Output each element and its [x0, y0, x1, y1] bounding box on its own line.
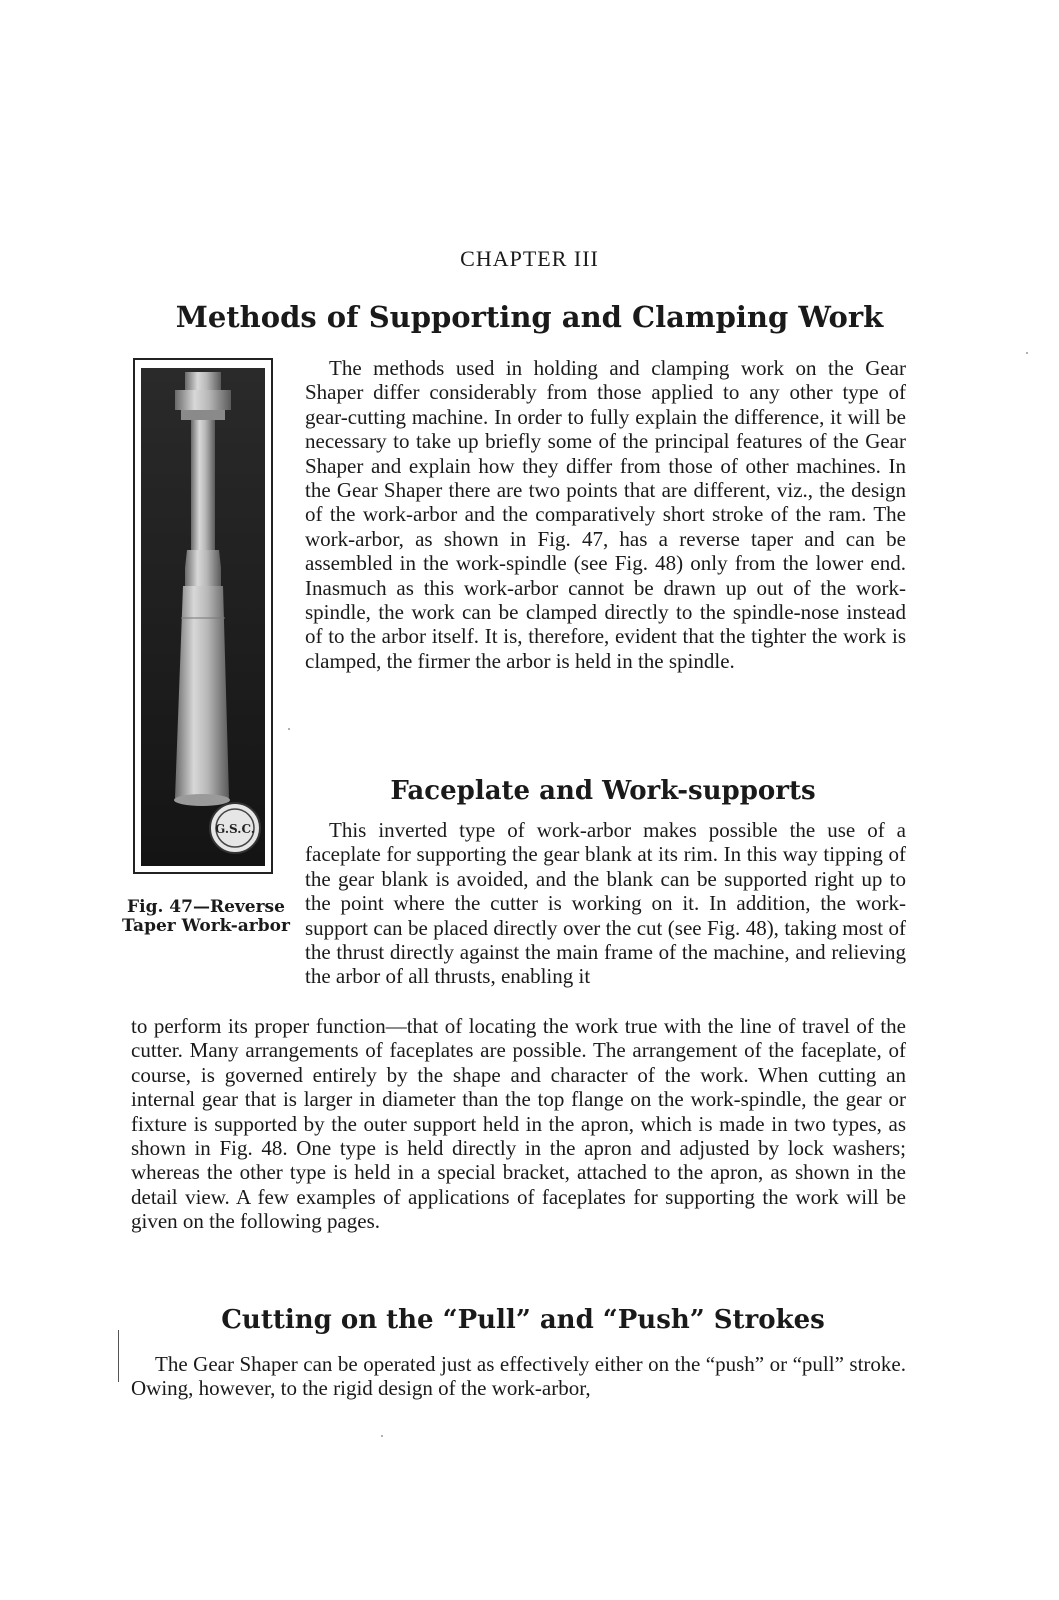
intro-text: The methods used in holding and clamping work on the Gear Shaper differ considerably from those applied to any other type of gear-cutting machine. In order to fully explain the difference, it will be necessary to take up briefly some of the principal features of the Gear Shaper and explain how they differ from those of other machines. In the Gear Shaper there are two points that are different, viz., the design of the work-arbor and the comparatively short stroke of the ram. The work-arbor, as shown in Fig. 47, has a reverse taper and can be assembled in the work-spindle (see Fig. 48) only from the lower end. Inasmuch as this work-arbor cannot be drawn up out of the work-spindle, the work can be clamped directly to the spindle-nose instead of to the arbor itself. It is, therefore, evident that the tighter the work is clamped, the firmer the arbor is held in the spindle. — [305, 356, 906, 673]
work-arbor-illustration — [141, 368, 265, 866]
faceplate-paragraph-full — [131, 1014, 906, 1234]
scan-speck — [381, 1435, 383, 1437]
margin-rule — [118, 1330, 119, 1382]
pull-push-paragraph — [131, 1352, 906, 1401]
figure-47-photo — [141, 368, 265, 866]
section-heading-faceplate: Faceplate and Work-supports — [390, 776, 816, 806]
faceplate-text-column: This inverted type of work-arbor makes possible the use of a faceplate for supporting the gear blank at its rim. In this way tipping of the gear blank is avoided, and the blank can be supported right up to the point where the cutter is working on it. In addition, the work-support can be placed directly over the cut (see Fig. 48), taking most of the thrust directly against the main frame of the machine, and relieving the arbor of all thrusts, enabling it — [305, 818, 906, 989]
emblem-text: G.S.C. — [215, 822, 255, 836]
figure-47-frame — [133, 358, 273, 874]
gsc-emblem-icon — [207, 800, 263, 856]
pull-push-text: The Gear Shaper can be operated just as effectively either on the “push” or “pull” stroke. Owing, however, to the rigid design of the work-arbor, — [131, 1352, 906, 1401]
section-heading-pull-push: Cutting on the “Pull” and “Push” Strokes — [221, 1305, 825, 1335]
faceplate-paragraph-column — [305, 818, 906, 989]
chapter-heading: CHAPTER III — [460, 246, 599, 271]
intro-paragraph — [305, 356, 906, 673]
figure-47-caption: Fig. 47—Reverse Taper Work-arbor — [122, 897, 290, 936]
faceplate-text-full: to perform its proper function—that of locating the work true with the line of travel of the cutter. Many arrangements of faceplates are possible. The arrangement of the faceplate, of course, is governed entirely by the shape and character of the work. When cutting an internal gear that is larger in diameter than the top flange on the work-spindle, the gear or fixture is supported by the outer support held in the apron, which is made in two types, as shown in Fig. 48. One type is held directly in the apron and adjusted by lock washers; whereas the other type is held in a special bracket, attached to the apron, as shown in the detail view. A few examples of applications of faceplates for supporting the work will be given on the following pages. — [131, 1014, 906, 1234]
scan-speck — [288, 728, 290, 730]
scan-speck — [1026, 352, 1028, 354]
chapter-title: Methods of Supporting and Clamping Work — [175, 300, 884, 334]
